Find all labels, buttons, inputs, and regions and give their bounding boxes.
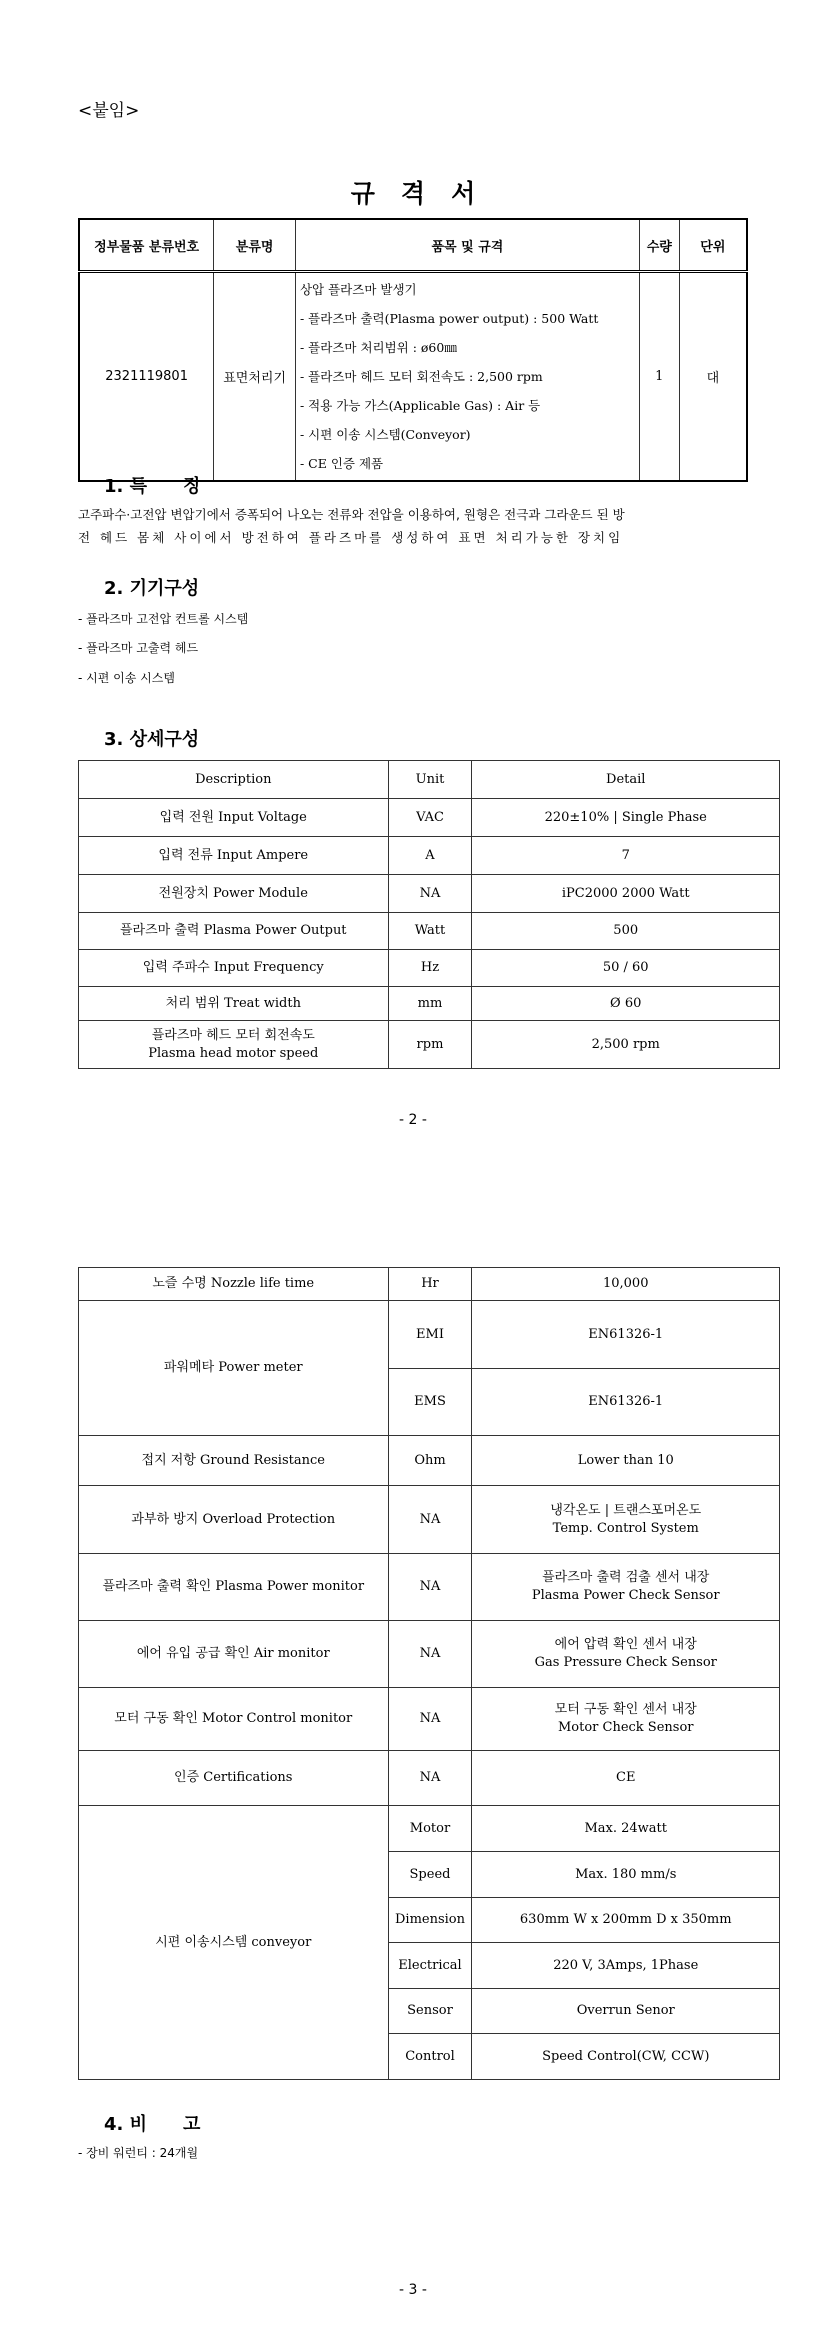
row-detail: Max. 180 mm/s <box>472 1852 780 1898</box>
row-detail: Speed Control(CW, CCW) <box>472 2034 780 2080</box>
section-1-line: 고주파수·고전압 변압기에서 증폭되어 나오는 전류와 전압을 이용하여, 원형은 전극과 그라운드 된 방 <box>78 507 625 522</box>
row-detail: 220 V, 3Amps, 1Phase <box>472 1943 780 1989</box>
spec-category: 표면처리기 <box>214 272 296 482</box>
row-detail <box>472 1486 780 1554</box>
row-unit: rpm <box>388 1021 472 1069</box>
row-description: 모터 구동 확인 Motor Control monitor <box>79 1688 389 1751</box>
row-detail-line: Plasma Power Check Sensor <box>531 1588 720 1603</box>
row-description: 전원장치 Power Module <box>79 875 389 913</box>
row-unit: mm <box>388 987 472 1021</box>
row-unit: NA <box>388 875 472 913</box>
row-detail <box>472 1621 780 1688</box>
section-1-body <box>78 503 758 549</box>
row-unit: Electrical <box>388 1943 472 1989</box>
row-unit: VAC <box>388 799 472 837</box>
row-description: 인증 Certifications <box>79 1751 389 1806</box>
row-detail: EN61326-1 <box>472 1301 780 1369</box>
component-item: - 플라즈마 고출력 헤드 <box>78 641 199 655</box>
row-unit: NA <box>388 1751 472 1806</box>
spec-table <box>78 218 748 482</box>
table-row <box>79 1486 780 1554</box>
section-1-line: 전 헤드 몸체 사이에서 방전하여 플라즈마를 생성하여 표면 처리가능한 장치임 <box>78 530 624 545</box>
row-description <box>79 1021 389 1069</box>
row-description: 플라즈마 출력 확인 Plasma Power monitor <box>79 1554 389 1621</box>
row-unit: Watt <box>388 913 472 950</box>
spec-item: 상압 플라즈마 발생기 <box>299 282 417 297</box>
row-description: 시편 이송시스템 conveyor <box>79 1806 389 2080</box>
row-detail-line: 모터 구동 확인 센서 내장 <box>554 1702 697 1717</box>
spec-unit: 대 <box>679 272 747 482</box>
table-row <box>79 1301 780 1369</box>
detail-table <box>78 760 780 1069</box>
row-detail: 2,500 rpm <box>472 1021 780 1069</box>
row-detail-line: Temp. Control System <box>552 1520 699 1536</box>
row-detail: 220±10% | Single Phase <box>472 799 780 837</box>
row-unit: Hr <box>388 1268 472 1301</box>
table-row <box>79 1436 780 1486</box>
detail-table-continued <box>78 1267 780 2080</box>
spec-qty: 1 <box>639 272 679 482</box>
table-row <box>79 1268 780 1301</box>
spec-header-unit: 단위 <box>679 219 747 272</box>
row-unit: Motor <box>388 1806 472 1852</box>
detail-header-description: Description <box>79 761 389 799</box>
row-detail: 50 / 60 <box>472 950 780 987</box>
table-row <box>79 950 780 987</box>
page-number: - 3 - <box>399 2282 427 2298</box>
table-row <box>79 1751 780 1806</box>
spec-item: - 플라즈마 출력(Plasma power output) : 500 Watt <box>299 311 599 326</box>
row-description: 플라즈마 출력 Plasma Power Output <box>79 913 389 950</box>
row-detail-line: 냉각온도 | 트랜스포머온도 <box>550 1502 702 1518</box>
table-row <box>79 1621 780 1688</box>
table-row <box>79 837 780 875</box>
spec-item: - 플라즈마 처리범위 : ø60㎜ <box>299 340 457 355</box>
row-detail-line: 에어 압력 확인 센서 내장 <box>554 1637 697 1652</box>
row-detail: 7 <box>472 837 780 875</box>
table-row <box>79 1021 780 1069</box>
row-unit: EMI <box>388 1301 472 1369</box>
spec-header-row <box>79 219 747 272</box>
spec-header-code: 정부물품 분류번호 <box>79 219 214 272</box>
spec-header-qty: 수량 <box>639 219 679 272</box>
row-unit: Sensor <box>388 1989 472 2034</box>
row-description: 접지 저항 Ground Resistance <box>79 1436 389 1486</box>
row-unit: NA <box>388 1554 472 1621</box>
row-detail <box>472 1554 780 1621</box>
table-row <box>79 987 780 1021</box>
component-item: - 플라즈마 고전압 컨트롤 시스템 <box>78 612 249 626</box>
document-title: 규격서 <box>350 179 502 208</box>
row-unit: NA <box>388 1486 472 1554</box>
row-detail: Lower than 10 <box>472 1436 780 1486</box>
row-detail: Ø 60 <box>472 987 780 1021</box>
row-description: 입력 전류 Input Ampere <box>79 837 389 875</box>
spec-items <box>295 272 639 482</box>
row-detail: 630mm W x 200mm D x 350mm <box>472 1898 780 1943</box>
row-description: 에어 유입 공급 확인 Air monitor <box>79 1621 389 1688</box>
table-row <box>79 1688 780 1751</box>
row-unit: A <box>388 837 472 875</box>
section-2-title: 2. 기기구성 <box>104 578 200 599</box>
section-1-title: 1. 특 징 <box>104 476 201 497</box>
detail-header-detail: Detail <box>472 761 780 799</box>
table-row <box>79 1554 780 1621</box>
attachment-label: <붙임> <box>78 101 140 121</box>
row-unit: Control <box>388 2034 472 2080</box>
row-unit: NA <box>388 1621 472 1688</box>
row-description: 파워메타 Power meter <box>79 1301 389 1436</box>
section-3-title: 3. 상세구성 <box>104 729 200 750</box>
row-detail: Max. 24watt <box>472 1806 780 1852</box>
component-item: - 시편 이송 시스템 <box>78 671 175 685</box>
row-detail: CE <box>472 1751 780 1806</box>
section-4-title: 4. 비 고 <box>104 2114 201 2135</box>
table-row <box>79 913 780 950</box>
row-unit: Ohm <box>388 1436 472 1486</box>
spec-row <box>79 272 747 482</box>
spec-item: - 플라즈마 헤드 모터 회전속도 : 2,500 rpm <box>299 369 543 384</box>
spec-item: - CE 인증 제품 <box>299 456 384 471</box>
row-unit: Hz <box>388 950 472 987</box>
row-description: 과부하 방지 Overload Protection <box>79 1486 389 1554</box>
row-description: 처리 범위 Treat width <box>79 987 389 1021</box>
spec-header-items: 품목 및 규격 <box>295 219 639 272</box>
warranty-item: - 장비 워런티 : 24개월 <box>78 2146 199 2160</box>
row-detail-line: Motor Check Sensor <box>557 1720 694 1735</box>
spec-item: - 시편 이송 시스템(Conveyor) <box>299 427 471 442</box>
spec-item: - 적용 가능 가스(Applicable Gas) : Air 등 <box>299 398 541 413</box>
row-unit: Dimension <box>388 1898 472 1943</box>
spec-header-category: 분류명 <box>214 219 296 272</box>
row-description-line: 플라즈마 헤드 모터 회전속도 <box>151 1027 315 1043</box>
spec-code: 2321119801 <box>79 272 214 482</box>
row-description: 입력 주파수 Input Frequency <box>79 950 389 987</box>
row-unit: EMS <box>388 1369 472 1436</box>
row-detail: Overrun Senor <box>472 1989 780 2034</box>
table-row <box>79 799 780 837</box>
detail-header-unit: Unit <box>388 761 472 799</box>
row-detail: iPC2000 2000 Watt <box>472 875 780 913</box>
row-unit: NA <box>388 1688 472 1751</box>
row-detail-line: Gas Pressure Check Sensor <box>534 1655 717 1670</box>
table-row <box>79 1806 780 1852</box>
row-description-line: Plasma head motor speed <box>148 1045 319 1061</box>
row-description: 노즐 수명 Nozzle life time <box>79 1268 389 1301</box>
row-detail: EN61326-1 <box>472 1369 780 1436</box>
page-number: - 2 - <box>399 1112 427 1128</box>
detail-header-row <box>79 761 780 799</box>
row-detail: 500 <box>472 913 780 950</box>
row-detail-line: 플라즈마 출력 검출 센서 내장 <box>542 1570 710 1585</box>
row-unit: Speed <box>388 1852 472 1898</box>
table-row <box>79 875 780 913</box>
row-detail <box>472 1688 780 1751</box>
row-description: 입력 전원 Input Voltage <box>79 799 389 837</box>
row-detail: 10,000 <box>472 1268 780 1301</box>
